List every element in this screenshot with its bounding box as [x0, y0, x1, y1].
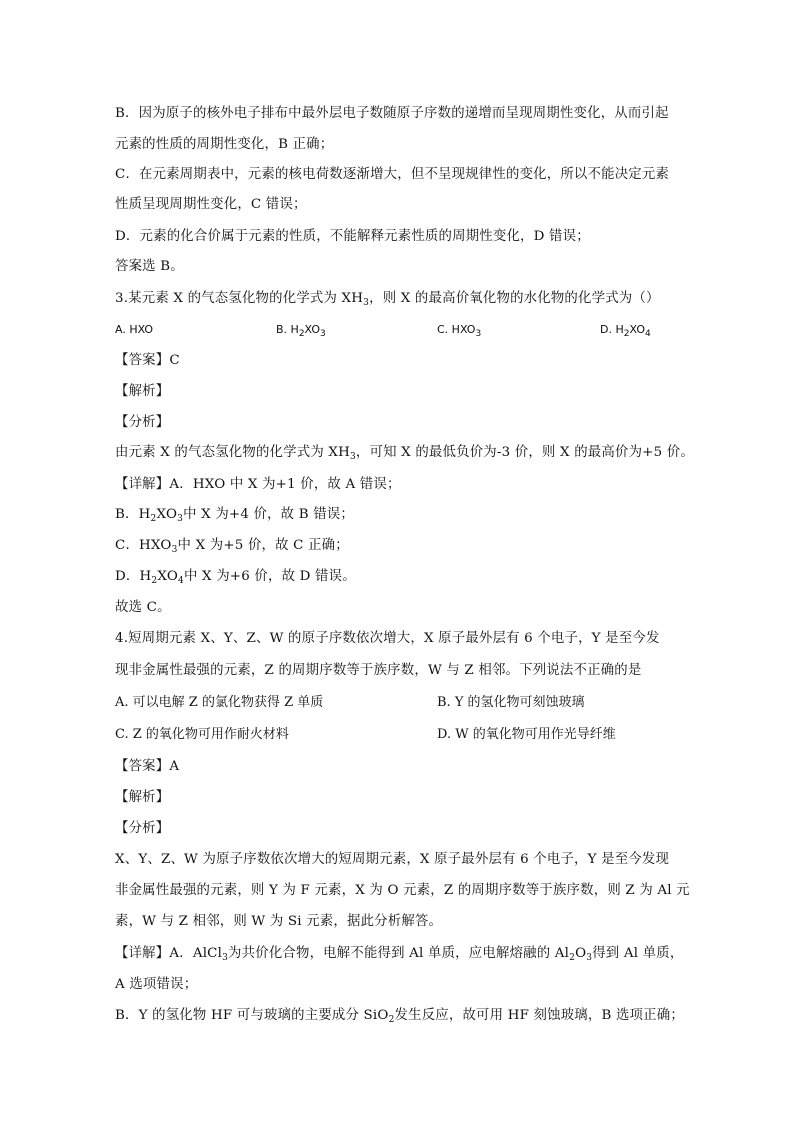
- q4-question-stem-line2: 现非金属性最强的元素，Z 的周期序数等于族序数，W 与 Z 相邻。下列说法不正确的是: [115, 663, 642, 678]
- q3-conclusion: 故选 C。: [115, 600, 171, 615]
- q3-options-row: [115, 320, 685, 340]
- q3-detail-c: C．$HXO_3$中 X 为+5 价，故 C 正确；: [115, 538, 349, 555]
- q3-detail-b: B．$H_2XO_3$中 X 为+4 价，故 B 错误；: [115, 507, 354, 524]
- q2-explanation-b-line2: 元素的性质的周期性变化，B 正确；: [115, 137, 334, 152]
- q3-fenxi-heading: 【分析】: [115, 415, 170, 430]
- q4-detail-a-line2: A 选项错误；: [115, 977, 198, 992]
- q3-detail-d: D．$H_2XO_4$中 X 为+6 价，故 D 错误。: [115, 569, 356, 586]
- q4-question-stem-line1: 4.短周期元素 X、Y、Z、W 的原子序数依次增大，X 原子最外层有 6 个电子，Y 是至今发: [115, 631, 660, 646]
- q2-explanation-c-line1: C．在元素周期表中，元素的核电荷数逐渐增大，但不呈现规律性的变化，所以不能决定元素: [115, 167, 670, 182]
- q3-detail-a: 【详解】A．HXO 中 X 为+1 价，故 A 错误；: [115, 477, 401, 492]
- q3-jiexi-heading: 【解析】: [115, 384, 170, 399]
- q4-jiexi-heading: 【解析】: [115, 790, 170, 805]
- q4-answer: 【答案】A: [115, 759, 180, 774]
- q3-option-d: D. $H_2XO_4$: [600, 323, 651, 339]
- q3-option-a: A. HXO: [115, 323, 154, 336]
- q3-analysis-text: 由元素 X 的气态氢化物的化学式为 $XH_3$，可知 X 的最低负价为-3 价，则 X 的最高价为+5 价。: [115, 445, 694, 462]
- q3-question-stem: 3.某元素 X 的气态氢化物的化学式为 $XH_3$，则 X 的最高价氧化物的水化物的化学式为（）: [115, 291, 660, 308]
- q4-option-c: C. Z 的氧化物可用作耐火材料: [115, 727, 289, 742]
- q4-option-d: D. W 的氧化物可用作光导纤维: [437, 727, 616, 742]
- q4-option-b: B. Y 的氢化物可刻蚀玻璃: [437, 695, 585, 710]
- q4-analysis-line1: X、Y、Z、W 为原子序数依次增大的短周期元素，X 原子最外层有 6 个电子，Y 是至今发现: [115, 852, 670, 867]
- q3-answer: 【答案】C: [115, 353, 180, 368]
- q4-options-row2: [115, 725, 685, 745]
- q4-detail-a-line1: 【详解】A．AlCl$_3$为共价化合物，电解不能得到 Al 单质，应电解熔融的 $Al_2O_3$得到 Al 单质，: [115, 946, 684, 963]
- q4-analysis-line3: 素，W 与 Z 相邻，则 W 为 Si 元素，据此分析解答。: [115, 914, 443, 929]
- q2-explanation-c-line2: 性质呈现周期性变化，C 错误；: [115, 197, 307, 212]
- q2-answer-conclusion: 答案选 B。: [115, 259, 184, 274]
- q4-detail-b: B．Y 的氢化物 HF 可与玻璃的主要成分 SiO$_2$发生反应，故可用 HF 刻蚀玻璃，B 选项正确；: [115, 1008, 684, 1025]
- q3-option-b: B. $H_2XO_3$: [276, 323, 326, 339]
- q4-option-a: A. 可以电解 Z 的氯化物获得 Z 单质: [115, 695, 324, 710]
- q4-fenxi-heading: 【分析】: [115, 821, 170, 836]
- q4-analysis-line2: 非金属性最强的元素，则 Y 为 F 元素，X 为 O 元素，Z 的周期序数等于族序数，则 Z 为 Al 元: [115, 883, 690, 898]
- q2-explanation-d-line: D．元素的化合价属于元素的性质，不能解释元素性质的周期性变化，D 错误；: [115, 229, 590, 244]
- q3-option-c: C. $HXO_3$: [437, 323, 482, 339]
- q2-explanation-b-line1: B．因为原子的核外电子排布中最外层电子数随原子序数的递增而呈现周期性变化，从而引起: [115, 106, 669, 121]
- q4-options-row1: [115, 693, 685, 713]
